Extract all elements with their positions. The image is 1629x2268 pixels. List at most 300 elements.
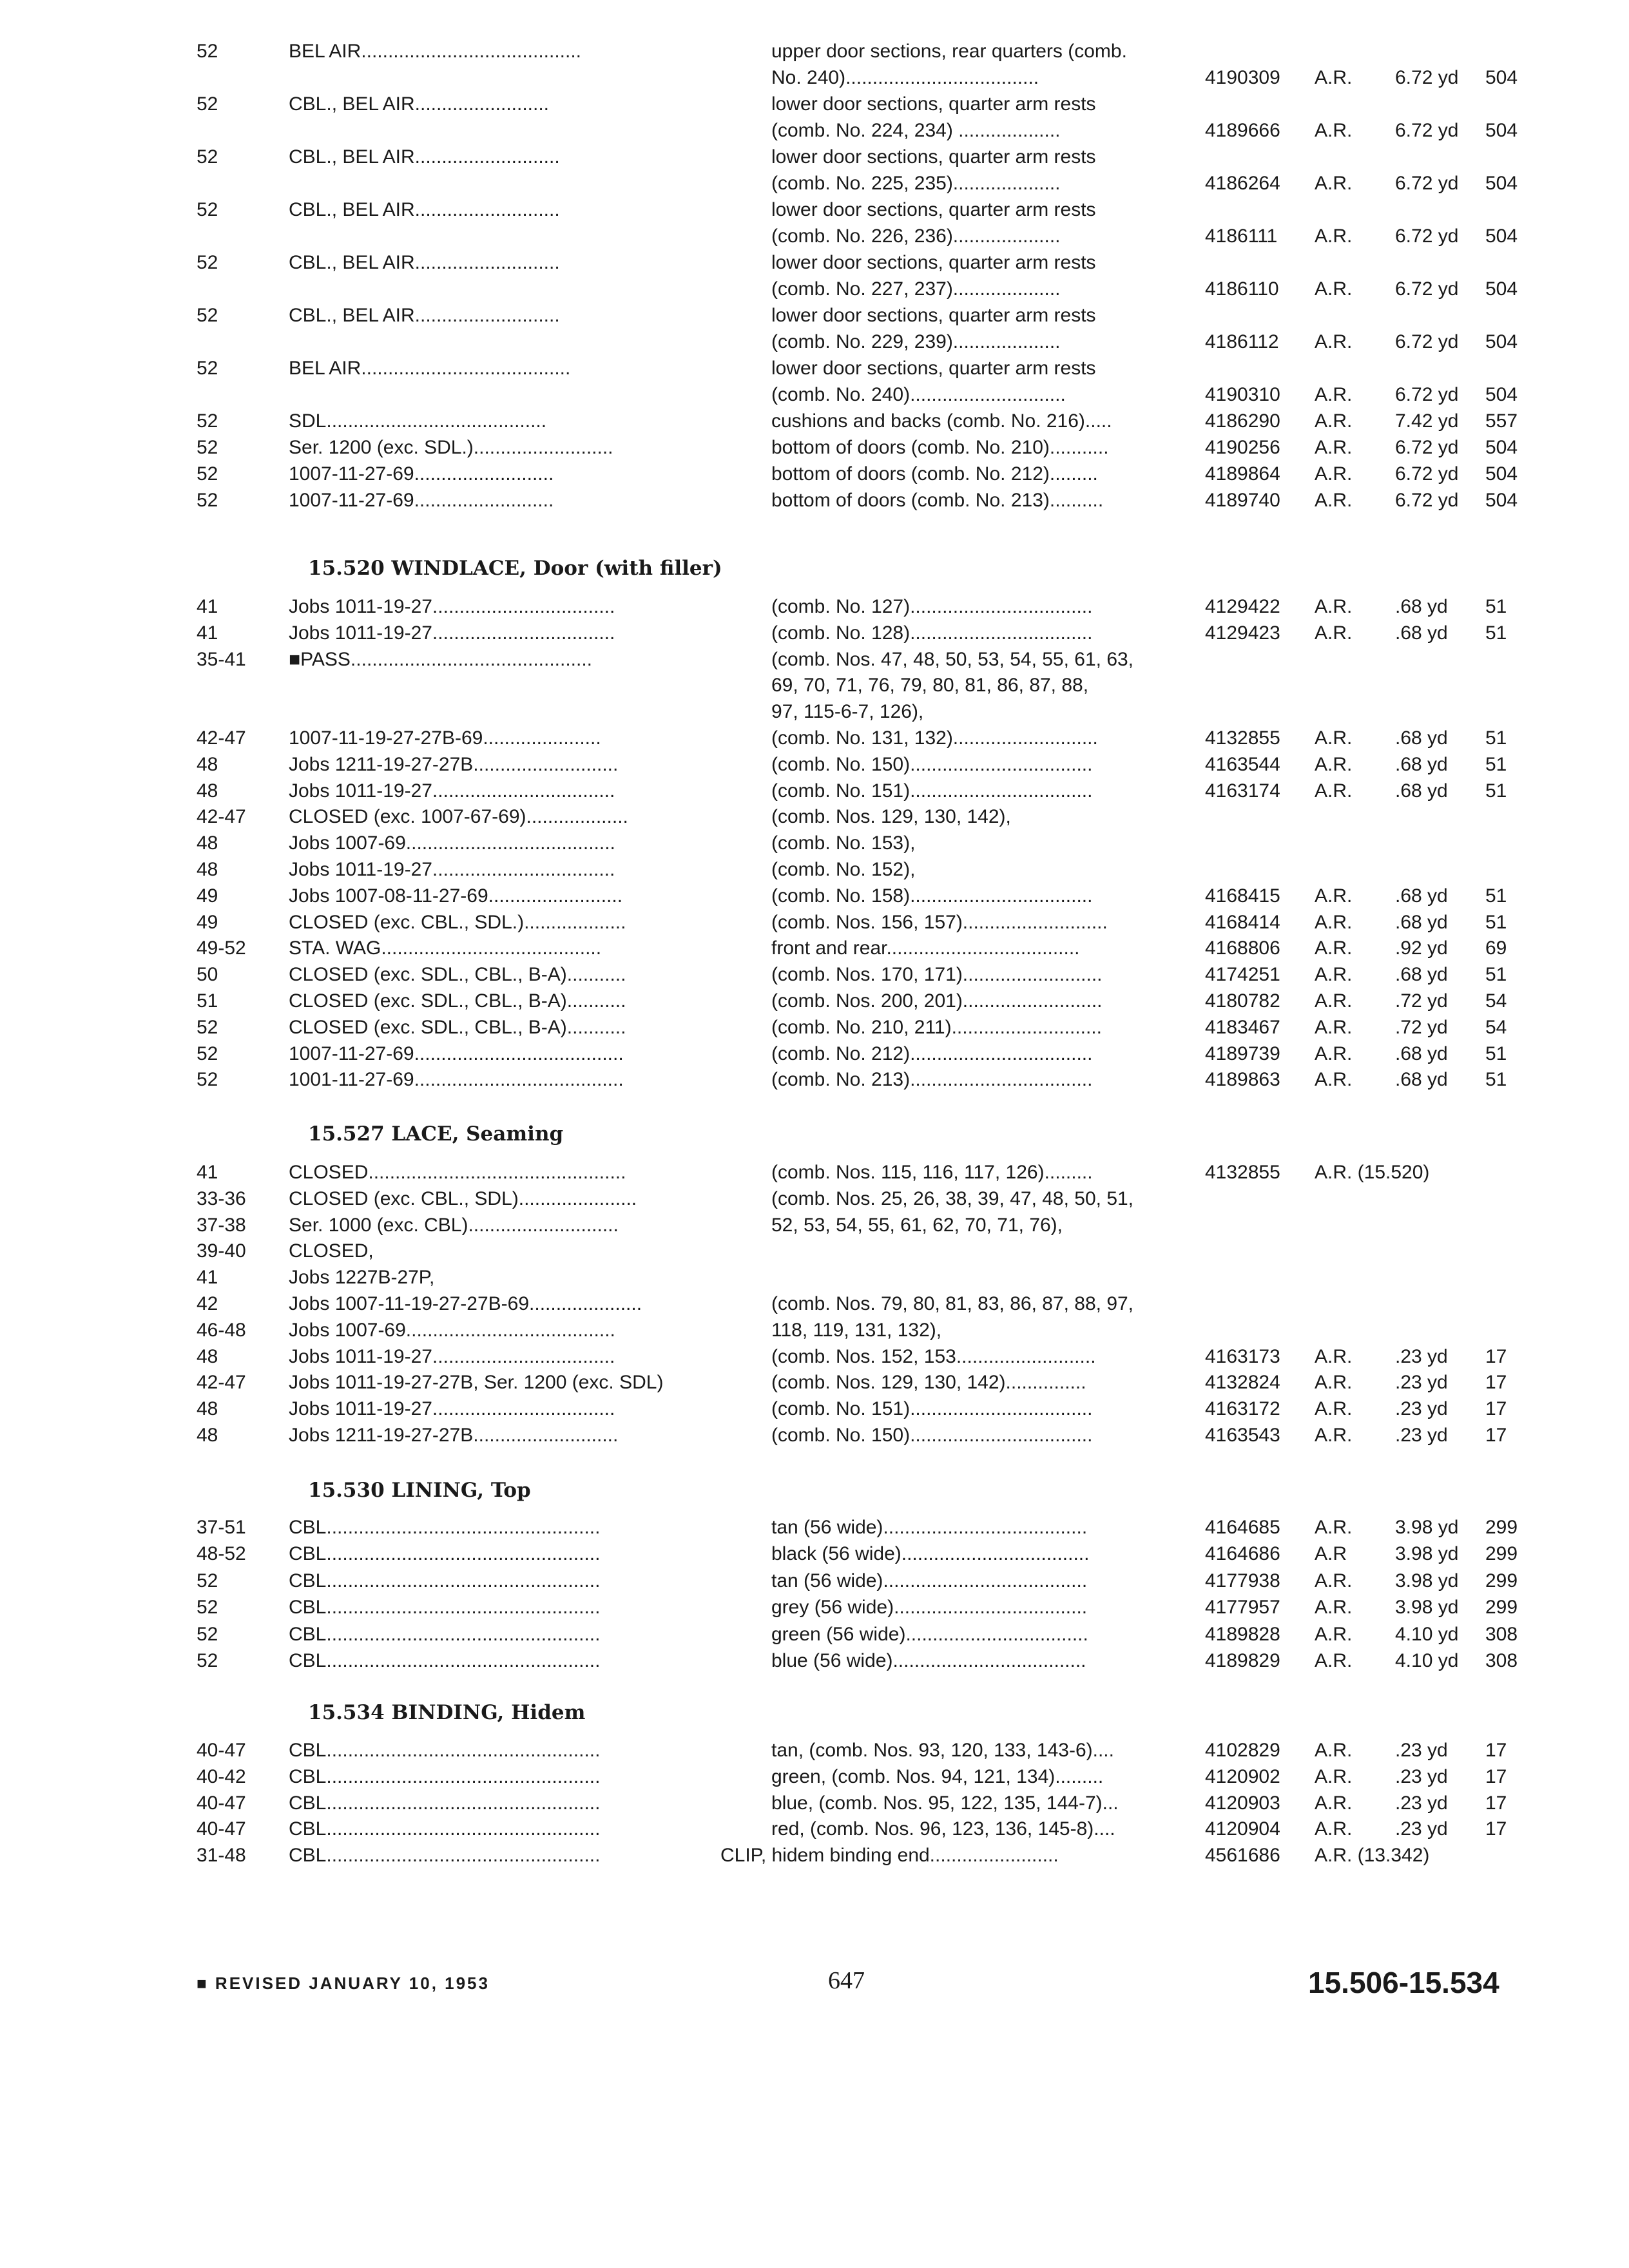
quantity-cell: A.R. <box>1315 885 1353 907</box>
price-cell: .68 yd <box>1395 753 1448 775</box>
price-cell: .68 yd <box>1395 1069 1448 1091</box>
list-price-cell: 299 <box>1485 1543 1518 1565</box>
price-cell: .23 yd <box>1395 1792 1448 1814</box>
parts-row <box>0 1515 1629 1541</box>
price-cell: 6.72 yd <box>1395 437 1459 458</box>
description-cell: black (56 wide)................................... <box>771 1543 1090 1565</box>
list-price-cell: 504 <box>1485 173 1518 194</box>
price-cell: 3.98 yd <box>1395 1597 1459 1619</box>
list-price-cell: 17 <box>1485 1818 1507 1840</box>
parts-row <box>0 171 1629 197</box>
parts-row <box>0 488 1629 514</box>
year-cell: 40-47 <box>197 1792 246 1814</box>
description-cell: red, (comb. Nos. 96, 123, 136, 145-8).... <box>771 1818 1115 1840</box>
quantity-cell: A.R. <box>1315 1765 1353 1787</box>
page-number: 647 <box>828 1967 865 1994</box>
parts-row <box>0 699 1629 725</box>
parts-row <box>0 988 1629 1014</box>
part-number-cell: 4102829 <box>1205 1740 1280 1761</box>
list-price-cell: 504 <box>1485 490 1518 511</box>
year-cell: 52 <box>197 410 218 432</box>
part-number-cell: 4190309 <box>1205 67 1280 88</box>
part-number-cell: 4189739 <box>1205 1043 1280 1064</box>
description-cell: bottom of doors (comb. No. 213).......... <box>771 490 1104 511</box>
description-cell: (comb. Nos. 79, 80, 81, 83, 86, 87, 88, 97, <box>771 1293 1134 1314</box>
parts-row <box>0 804 1629 830</box>
parts-row <box>0 356 1629 381</box>
description-cell: (comb. No. 150).................................. <box>771 1425 1093 1446</box>
price-cell: .68 yd <box>1395 964 1448 986</box>
model-cell: Jobs 1211-19-27-27B........................... <box>289 1425 619 1446</box>
description-cell: lower door sections, quarter arm rests <box>771 93 1096 115</box>
quantity-cell: A.R. <box>1315 1650 1353 1671</box>
year-cell: 40-47 <box>197 1818 246 1840</box>
description-cell: green (56 wide).................................. <box>771 1623 1088 1645</box>
model-cell: Jobs 1007-11-19-27-27B-69..................... <box>289 1293 642 1314</box>
year-cell: 52 <box>197 41 218 62</box>
model-cell: CBL................................................... <box>289 1650 601 1671</box>
year-cell: 33-36 <box>197 1187 246 1209</box>
year-cell: 41 <box>197 596 218 617</box>
quantity-cell: A.R. (15.520) <box>1315 1162 1430 1183</box>
section-heading: 15.520 WINDLACE, Door (with filler) <box>308 557 722 580</box>
year-cell: 42 <box>197 1293 218 1314</box>
year-cell: 41 <box>197 1162 218 1183</box>
model-cell: CBL., BEL AIR........................... <box>289 146 560 168</box>
model-cell: CLOSED (exc. SDL., CBL., B-A)........... <box>289 964 626 986</box>
part-number-cell: 4168414 <box>1205 911 1280 933</box>
quantity-cell: A.R. <box>1315 437 1353 458</box>
part-number-cell: 4163174 <box>1205 780 1280 802</box>
description-cell: (comb. No. 151).................................. <box>771 780 1093 802</box>
price-cell: 7.42 yd <box>1395 410 1459 432</box>
quantity-cell: A.R. <box>1315 780 1353 802</box>
parts-row <box>0 857 1629 883</box>
model-cell: Jobs 1011-19-27.................................. <box>289 859 615 880</box>
description-cell: bottom of doors (comb. No. 212)......... <box>771 463 1098 485</box>
price-cell: .68 yd <box>1395 780 1448 802</box>
description-cell: tan (56 wide)...................................... <box>771 1517 1088 1538</box>
parts-row <box>0 1764 1629 1790</box>
parts-row <box>0 197 1629 223</box>
list-price-cell: 299 <box>1485 1517 1518 1538</box>
description-cell: bottom of doors (comb. No. 210)........... <box>771 437 1109 458</box>
quantity-cell: A.R. <box>1315 964 1353 986</box>
parts-row <box>0 673 1629 698</box>
year-cell: 52 <box>197 1570 218 1591</box>
description-cell: blue, (comb. Nos. 95, 122, 135, 144-7)... <box>771 1792 1119 1814</box>
quantity-cell: A.R. <box>1315 1372 1353 1394</box>
description-cell: (comb. No. 150).................................. <box>771 753 1093 775</box>
list-price-cell: 308 <box>1485 1623 1518 1645</box>
model-cell: Jobs 1011-19-27.................................. <box>289 780 615 802</box>
description-cell: (comb. Nos. 129, 130, 142)............... <box>771 1372 1086 1394</box>
model-cell: CLOSED, <box>289 1240 374 1262</box>
year-cell: 52 <box>197 490 218 511</box>
list-price-cell: 504 <box>1485 226 1518 247</box>
quantity-cell: A.R. <box>1315 937 1353 959</box>
price-cell: 4.10 yd <box>1395 1650 1459 1671</box>
model-cell: CBL................................................... <box>289 1818 601 1840</box>
list-price-cell: 51 <box>1485 911 1507 933</box>
description-cell: (comb. Nos. 25, 26, 38, 39, 47, 48, 50, 51, <box>771 1187 1134 1209</box>
description-cell: CLIP, hidem binding end........................ <box>720 1845 1059 1867</box>
price-cell: .23 yd <box>1395 1345 1448 1367</box>
year-cell: 52 <box>197 437 218 458</box>
year-cell: 52 <box>197 1623 218 1645</box>
year-cell: 48 <box>197 1425 218 1446</box>
parts-row <box>0 250 1629 276</box>
model-cell: CLOSED (exc. CBL., SDL)...................... <box>289 1187 637 1209</box>
list-price-cell: 17 <box>1485 1398 1507 1420</box>
year-cell: 42-47 <box>197 806 246 828</box>
description-cell: (comb. Nos. 152, 153.......................... <box>771 1345 1096 1367</box>
parts-row <box>0 1015 1629 1041</box>
quantity-cell: A.R <box>1315 1543 1347 1565</box>
description-cell: (comb. No. 210, 211)............................ <box>771 1016 1102 1038</box>
description-cell: (comb. No. 225, 235).................... <box>771 173 1061 194</box>
year-cell: 52 <box>197 1650 218 1671</box>
model-cell: Jobs 1011-19-27-27B, Ser. 1200 (exc. SDL) <box>289 1372 664 1394</box>
list-price-cell: 54 <box>1485 1016 1507 1038</box>
description-cell: (comb. Nos. 115, 116, 117, 126)......... <box>771 1162 1093 1183</box>
list-price-cell: 51 <box>1485 1069 1507 1091</box>
model-cell: Jobs 1011-19-27.................................. <box>289 622 615 644</box>
model-cell: CBL................................................... <box>289 1792 601 1814</box>
parts-row <box>0 303 1629 329</box>
price-cell: 6.72 yd <box>1395 331 1459 352</box>
price-cell: 6.72 yd <box>1395 384 1459 405</box>
price-cell: .23 yd <box>1395 1740 1448 1761</box>
quantity-cell: A.R. <box>1315 727 1353 749</box>
price-cell: .23 yd <box>1395 1425 1448 1446</box>
price-cell: .23 yd <box>1395 1398 1448 1420</box>
part-number-cell: 4189829 <box>1205 1650 1280 1671</box>
quantity-cell: A.R. <box>1315 67 1353 88</box>
description-cell: (comb. No. 213).................................. <box>771 1069 1093 1091</box>
model-cell: SDL......................................... <box>289 410 547 432</box>
year-cell: 52 <box>197 305 218 326</box>
price-cell: .72 yd <box>1395 1016 1448 1038</box>
quantity-cell: A.R. <box>1315 278 1353 300</box>
part-number-cell: 4189740 <box>1205 490 1280 511</box>
parts-row <box>0 39 1629 64</box>
description-cell: lower door sections, quarter arm rests <box>771 305 1096 326</box>
list-price-cell: 17 <box>1485 1765 1507 1787</box>
model-cell: Jobs 1007-69....................................... <box>289 1319 615 1341</box>
description-cell: (comb. No. 128).................................. <box>771 622 1093 644</box>
price-cell: .23 yd <box>1395 1818 1448 1840</box>
quantity-cell: A.R. <box>1315 990 1353 1012</box>
quantity-cell: A.R. <box>1315 1069 1353 1091</box>
description-cell: (comb. No. 158).................................. <box>771 885 1093 907</box>
quantity-cell: A.R. <box>1315 173 1353 194</box>
list-price-cell: 17 <box>1485 1372 1507 1394</box>
section-heading: 15.527 LACE, Seaming <box>308 1122 564 1146</box>
model-cell: CBL., BEL AIR......................... <box>289 93 550 115</box>
model-cell: CBL................................................... <box>289 1623 601 1645</box>
list-price-cell: 504 <box>1485 67 1518 88</box>
description-cell: (comb. Nos. 129, 130, 142), <box>771 806 1011 828</box>
year-cell: 50 <box>197 964 218 986</box>
parts-row <box>0 883 1629 909</box>
parts-row <box>0 1816 1629 1842</box>
year-cell: 42-47 <box>197 727 246 749</box>
price-cell: 6.72 yd <box>1395 226 1459 247</box>
list-price-cell: 51 <box>1485 1043 1507 1064</box>
quantity-cell: A.R. <box>1315 384 1353 405</box>
description-cell: 97, 115-6-7, 126), <box>771 701 924 723</box>
quantity-cell: A.R. <box>1315 1345 1353 1367</box>
description-cell: blue (56 wide).................................... <box>771 1650 1086 1671</box>
price-cell: 3.98 yd <box>1395 1570 1459 1591</box>
parts-row <box>0 1568 1629 1594</box>
description-cell: (comb. No. 151).................................. <box>771 1398 1093 1420</box>
year-cell: 48 <box>197 1398 218 1420</box>
year-cell: 42-47 <box>197 1372 246 1394</box>
model-cell: 1007-11-27-69....................................... <box>289 1043 624 1064</box>
model-cell: CBL., BEL AIR........................... <box>289 252 560 273</box>
section-heading: 15.530 LINING, Top <box>308 1479 531 1502</box>
year-cell: 48 <box>197 780 218 802</box>
year-cell: 31-48 <box>197 1845 246 1867</box>
parts-row <box>0 118 1629 144</box>
list-price-cell: 299 <box>1485 1570 1518 1591</box>
parts-row <box>0 594 1629 620</box>
description-cell: 52, 53, 54, 55, 61, 62, 70, 71, 76), <box>771 1214 1063 1236</box>
model-cell: CBL................................................... <box>289 1740 601 1761</box>
year-cell: 52 <box>197 93 218 115</box>
quantity-cell: A.R. <box>1315 410 1353 432</box>
model-cell: CLOSED (exc. CBL., SDL.)................... <box>289 911 626 933</box>
model-cell: CLOSED (exc. 1007-67-69)................... <box>289 806 628 828</box>
list-price-cell: 299 <box>1485 1597 1518 1619</box>
part-number-cell: 4183467 <box>1205 1016 1280 1038</box>
list-price-cell: 504 <box>1485 463 1518 485</box>
parts-row <box>0 1648 1629 1674</box>
model-cell: Jobs 1227B-27P, <box>289 1267 435 1289</box>
year-cell: 48-52 <box>197 1543 246 1565</box>
description-cell: cushions and backs (comb. No. 216)..... <box>771 410 1112 432</box>
description-cell: (comb. Nos. 170, 171).......................... <box>771 964 1103 986</box>
list-price-cell: 54 <box>1485 990 1507 1012</box>
parts-row <box>0 647 1629 673</box>
price-cell: .68 yd <box>1395 885 1448 907</box>
parts-row <box>0 329 1629 355</box>
price-cell: .68 yd <box>1395 622 1448 644</box>
quantity-cell: A.R. <box>1315 1597 1353 1619</box>
year-cell: 52 <box>197 358 218 379</box>
parts-row <box>0 461 1629 487</box>
part-number-cell: 4186112 <box>1205 331 1279 352</box>
description-cell: (comb. No. 240)............................. <box>771 384 1066 405</box>
model-cell: Jobs 1007-69....................................... <box>289 832 615 854</box>
quantity-cell: A.R. <box>1315 1016 1353 1038</box>
part-number-cell: 4120902 <box>1205 1765 1280 1787</box>
model-cell: 1001-11-27-69....................................... <box>289 1069 624 1091</box>
model-cell: Ser. 1200 (exc. SDL.).......................... <box>289 437 613 458</box>
description-cell: 69, 70, 71, 76, 79, 80, 81, 86, 87, 88, <box>771 675 1089 697</box>
parts-row <box>0 1843 1629 1869</box>
parts-row <box>0 778 1629 804</box>
year-cell: 37-38 <box>197 1214 246 1236</box>
quantity-cell: A.R. <box>1315 753 1353 775</box>
description-cell: 118, 119, 131, 132), <box>771 1319 942 1341</box>
model-cell: CBL................................................... <box>289 1845 601 1867</box>
model-cell: BEL AIR......................................... <box>289 41 582 62</box>
part-number-cell: 4186290 <box>1205 410 1280 432</box>
year-cell: 48 <box>197 832 218 854</box>
list-price-cell: 308 <box>1485 1650 1518 1671</box>
quantity-cell: A.R. <box>1315 120 1353 141</box>
parts-row <box>0 1265 1629 1291</box>
model-cell: CBL................................................... <box>289 1570 601 1591</box>
quantity-cell: A.R. <box>1315 1623 1353 1645</box>
year-cell: 49 <box>197 911 218 933</box>
list-price-cell: 504 <box>1485 437 1518 458</box>
part-number-cell: 4186110 <box>1205 278 1279 300</box>
parts-row <box>0 382 1629 408</box>
model-cell: CLOSED (exc. SDL., CBL., B-A)........... <box>289 990 626 1012</box>
description-cell: (comb. Nos. 47, 48, 50, 53, 54, 55, 61, 63, <box>771 648 1134 670</box>
part-number-cell: 4163543 <box>1205 1425 1280 1446</box>
parts-row <box>0 1541 1629 1567</box>
quantity-cell: A.R. <box>1315 1425 1353 1446</box>
parts-row <box>0 831 1629 856</box>
list-price-cell: 51 <box>1485 622 1507 644</box>
section-heading: 15.534 BINDING, Hidem <box>308 1701 586 1724</box>
part-number-cell: 4190310 <box>1205 384 1280 405</box>
revision-note: ■ REVISED JANUARY 10, 1953 <box>197 1974 490 1993</box>
part-number-cell: 4168806 <box>1205 937 1280 959</box>
year-cell: 52 <box>197 1043 218 1064</box>
parts-row <box>0 1160 1629 1186</box>
parts-row <box>0 752 1629 778</box>
model-cell: Jobs 1011-19-27.................................. <box>289 1345 615 1367</box>
list-price-cell: 17 <box>1485 1792 1507 1814</box>
description-cell: tan, (comb. Nos. 93, 120, 133, 143-6).... <box>771 1740 1114 1761</box>
model-cell: CBL................................................... <box>289 1765 601 1787</box>
description-cell: (comb. No. 127).................................. <box>771 596 1093 617</box>
description-cell: (comb. No. 227, 237).................... <box>771 278 1061 300</box>
quantity-cell: A.R. <box>1315 226 1353 247</box>
parts-row <box>0 1370 1629 1396</box>
list-price-cell: 51 <box>1485 964 1507 986</box>
year-cell: 41 <box>197 1267 218 1289</box>
description-cell: tan (56 wide)...................................... <box>771 1570 1088 1591</box>
parts-row <box>0 65 1629 91</box>
description-cell: (comb. No. 153), <box>771 832 916 854</box>
year-cell: 52 <box>197 1016 218 1038</box>
part-number-cell: 4164685 <box>1205 1517 1280 1538</box>
quantity-cell: A.R. <box>1315 1570 1353 1591</box>
model-cell: CBL................................................... <box>289 1517 601 1538</box>
description-cell: green, (comb. Nos. 94, 121, 134)......... <box>771 1765 1104 1787</box>
part-number-cell: 4163173 <box>1205 1345 1280 1367</box>
parts-row <box>0 1186 1629 1212</box>
quantity-cell: A.R. <box>1315 1818 1353 1840</box>
model-cell: Jobs 1211-19-27-27B........................... <box>289 753 619 775</box>
quantity-cell: A.R. <box>1315 596 1353 617</box>
quantity-cell: A.R. <box>1315 911 1353 933</box>
model-cell: CBL., BEL AIR........................... <box>289 199 560 220</box>
list-price-cell: 504 <box>1485 331 1518 352</box>
list-price-cell: 17 <box>1485 1425 1507 1446</box>
year-cell: 52 <box>197 199 218 220</box>
description-cell: upper door sections, rear quarters (comb. <box>771 41 1127 62</box>
price-cell: 6.72 yd <box>1395 173 1459 194</box>
model-cell: 1007-11-27-69.......................... <box>289 490 554 511</box>
part-number-cell: 4129422 <box>1205 596 1280 617</box>
parts-row <box>0 144 1629 170</box>
part-number-cell: 4189864 <box>1205 463 1280 485</box>
quantity-cell: A.R. <box>1315 1792 1353 1814</box>
quantity-cell: A.R. <box>1315 331 1353 352</box>
price-cell: .68 yd <box>1395 596 1448 617</box>
parts-row <box>0 910 1629 936</box>
model-cell: CBL................................................... <box>289 1543 601 1565</box>
parts-row <box>0 962 1629 988</box>
parts-row <box>0 91 1629 117</box>
part-number-cell: 4120903 <box>1205 1792 1280 1814</box>
quantity-cell: A.R. (13.342) <box>1315 1845 1430 1867</box>
description-cell: (comb. Nos. 200, 201).......................... <box>771 990 1103 1012</box>
part-number-cell: 4132855 <box>1205 727 1280 749</box>
year-cell: 48 <box>197 1345 218 1367</box>
year-cell: 40-42 <box>197 1765 246 1787</box>
model-cell: CBL., BEL AIR........................... <box>289 305 560 326</box>
model-cell: CLOSED (exc. SDL., CBL., B-A)........... <box>289 1016 626 1038</box>
quantity-cell: A.R. <box>1315 1740 1353 1761</box>
list-price-cell: 504 <box>1485 278 1518 300</box>
parts-row <box>0 435 1629 461</box>
part-number-cell: 4163544 <box>1205 753 1280 775</box>
model-cell: 1007-11-19-27-27B-69...................... <box>289 727 601 749</box>
price-cell: 6.72 yd <box>1395 278 1459 300</box>
price-cell: .68 yd <box>1395 1043 1448 1064</box>
price-cell: 3.98 yd <box>1395 1543 1459 1565</box>
parts-row <box>0 1622 1629 1648</box>
part-number-cell: 4168415 <box>1205 885 1280 907</box>
list-price-cell: 17 <box>1485 1345 1507 1367</box>
description-cell: (comb. No. 152), <box>771 859 916 880</box>
parts-row <box>0 408 1629 434</box>
parts-row <box>0 1423 1629 1448</box>
quantity-cell: A.R. <box>1315 622 1353 644</box>
year-cell: 52 <box>197 146 218 168</box>
list-price-cell: 69 <box>1485 937 1507 959</box>
year-cell: 35-41 <box>197 648 246 670</box>
model-cell: Jobs 1011-19-27.................................. <box>289 1398 615 1420</box>
year-cell: 49 <box>197 885 218 907</box>
part-number-cell: 4190256 <box>1205 437 1280 458</box>
parts-row <box>0 276 1629 302</box>
year-cell: 48 <box>197 859 218 880</box>
parts-row <box>0 1344 1629 1370</box>
description-cell: lower door sections, quarter arm rests <box>771 146 1096 168</box>
year-cell: 48 <box>197 753 218 775</box>
price-cell: 6.72 yd <box>1395 463 1459 485</box>
quantity-cell: A.R. <box>1315 1517 1353 1538</box>
parts-row <box>0 1396 1629 1422</box>
price-cell: .23 yd <box>1395 1372 1448 1394</box>
price-cell: .68 yd <box>1395 727 1448 749</box>
price-cell: .68 yd <box>1395 911 1448 933</box>
price-cell: 6.72 yd <box>1395 120 1459 141</box>
model-cell: CLOSED................................................ <box>289 1162 626 1183</box>
list-price-cell: 51 <box>1485 596 1507 617</box>
price-cell: 3.98 yd <box>1395 1517 1459 1538</box>
